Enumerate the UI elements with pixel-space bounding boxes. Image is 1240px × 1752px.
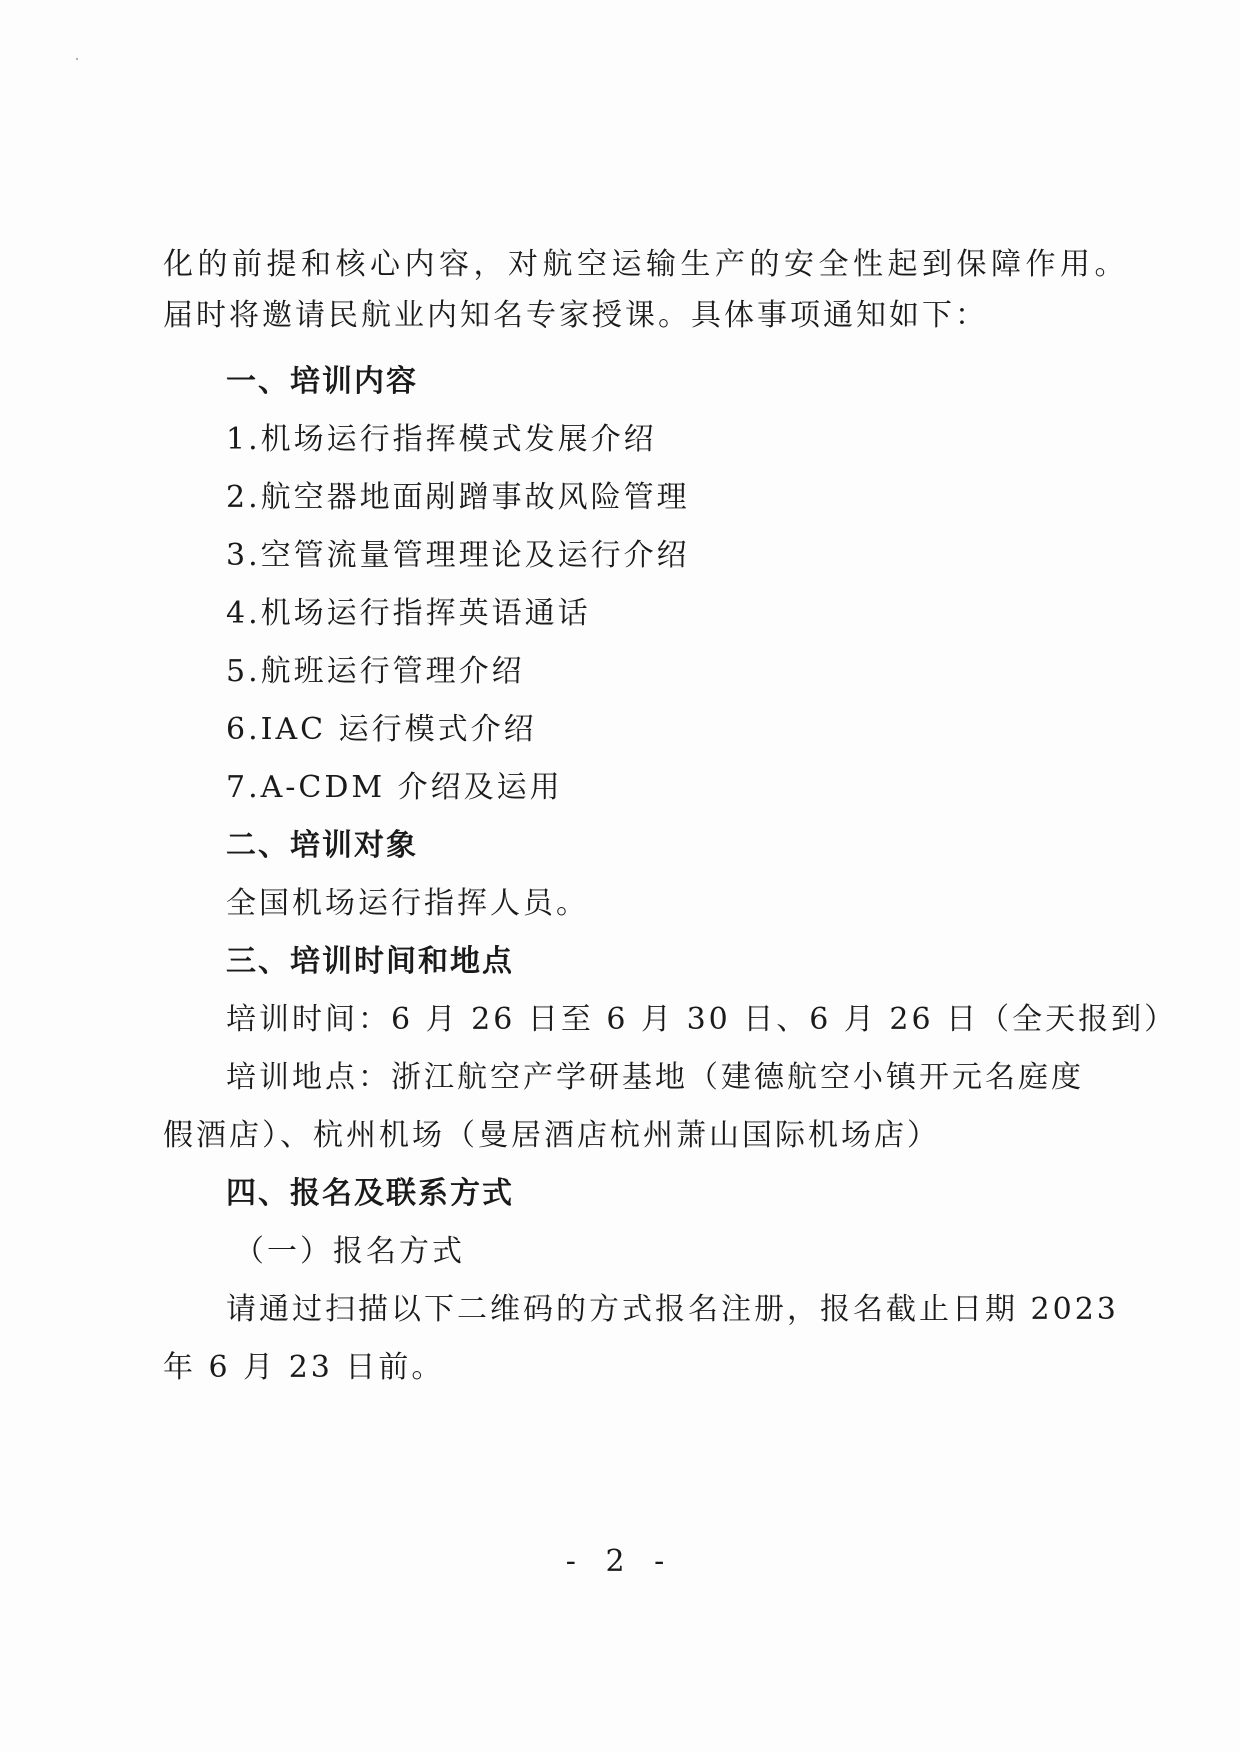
section-1-item-4: 4.机场运行指挥英语通话 bbox=[226, 596, 591, 631]
section-1-item-1: 1.机场运行指挥模式发展介绍 bbox=[226, 422, 657, 457]
section-2-text: 全国机场运行指挥人员。 bbox=[226, 886, 589, 921]
registration-line-1: 请通过扫描以下二维码的方式报名注册，报名截止日期 2023 bbox=[226, 1292, 1119, 1327]
scan-speck bbox=[76, 58, 78, 60]
registration-method-heading: （一）报名方式 bbox=[234, 1234, 465, 1269]
section-3-heading: 三、培训时间和地点 bbox=[226, 944, 514, 979]
page-number: - 2 - bbox=[565, 1544, 675, 1579]
section-1-item-3: 3.空管流量管理理论及运行介绍 bbox=[226, 538, 690, 573]
section-1-heading: 一、培训内容 bbox=[226, 364, 418, 399]
section-2-heading: 二、培训对象 bbox=[226, 828, 418, 863]
registration-line-2: 年 6 月 23 日前。 bbox=[163, 1350, 445, 1385]
intro-line-1: 化的前提和核心内容，对航空运输生产的安全性起到保障作用。 bbox=[163, 247, 1129, 282]
section-1-item-7: 7.A-CDM 介绍及运用 bbox=[226, 770, 563, 805]
training-time: 培训时间：6 月 26 日至 6 月 30 日、6 月 26 日（全天报到） bbox=[226, 1002, 1178, 1037]
section-1-item-5: 5.航班运行管理介绍 bbox=[226, 654, 525, 689]
training-place-line-1: 培训地点：浙江航空产学研基地（建德航空小镇开元名庭度 bbox=[226, 1060, 1084, 1095]
intro-line-2: 届时将邀请民航业内知名专家授课。具体事项通知如下： bbox=[163, 298, 988, 333]
section-1-item-2: 2.航空器地面剐蹭事故风险管理 bbox=[226, 480, 690, 515]
section-1-item-6: 6.IAC 运行模式介绍 bbox=[226, 712, 537, 747]
section-4-heading: 四、报名及联系方式 bbox=[226, 1176, 514, 1211]
training-place-line-2: 假酒店）、杭州机场（曼居酒店杭州萧山国际机场店） bbox=[163, 1118, 940, 1153]
